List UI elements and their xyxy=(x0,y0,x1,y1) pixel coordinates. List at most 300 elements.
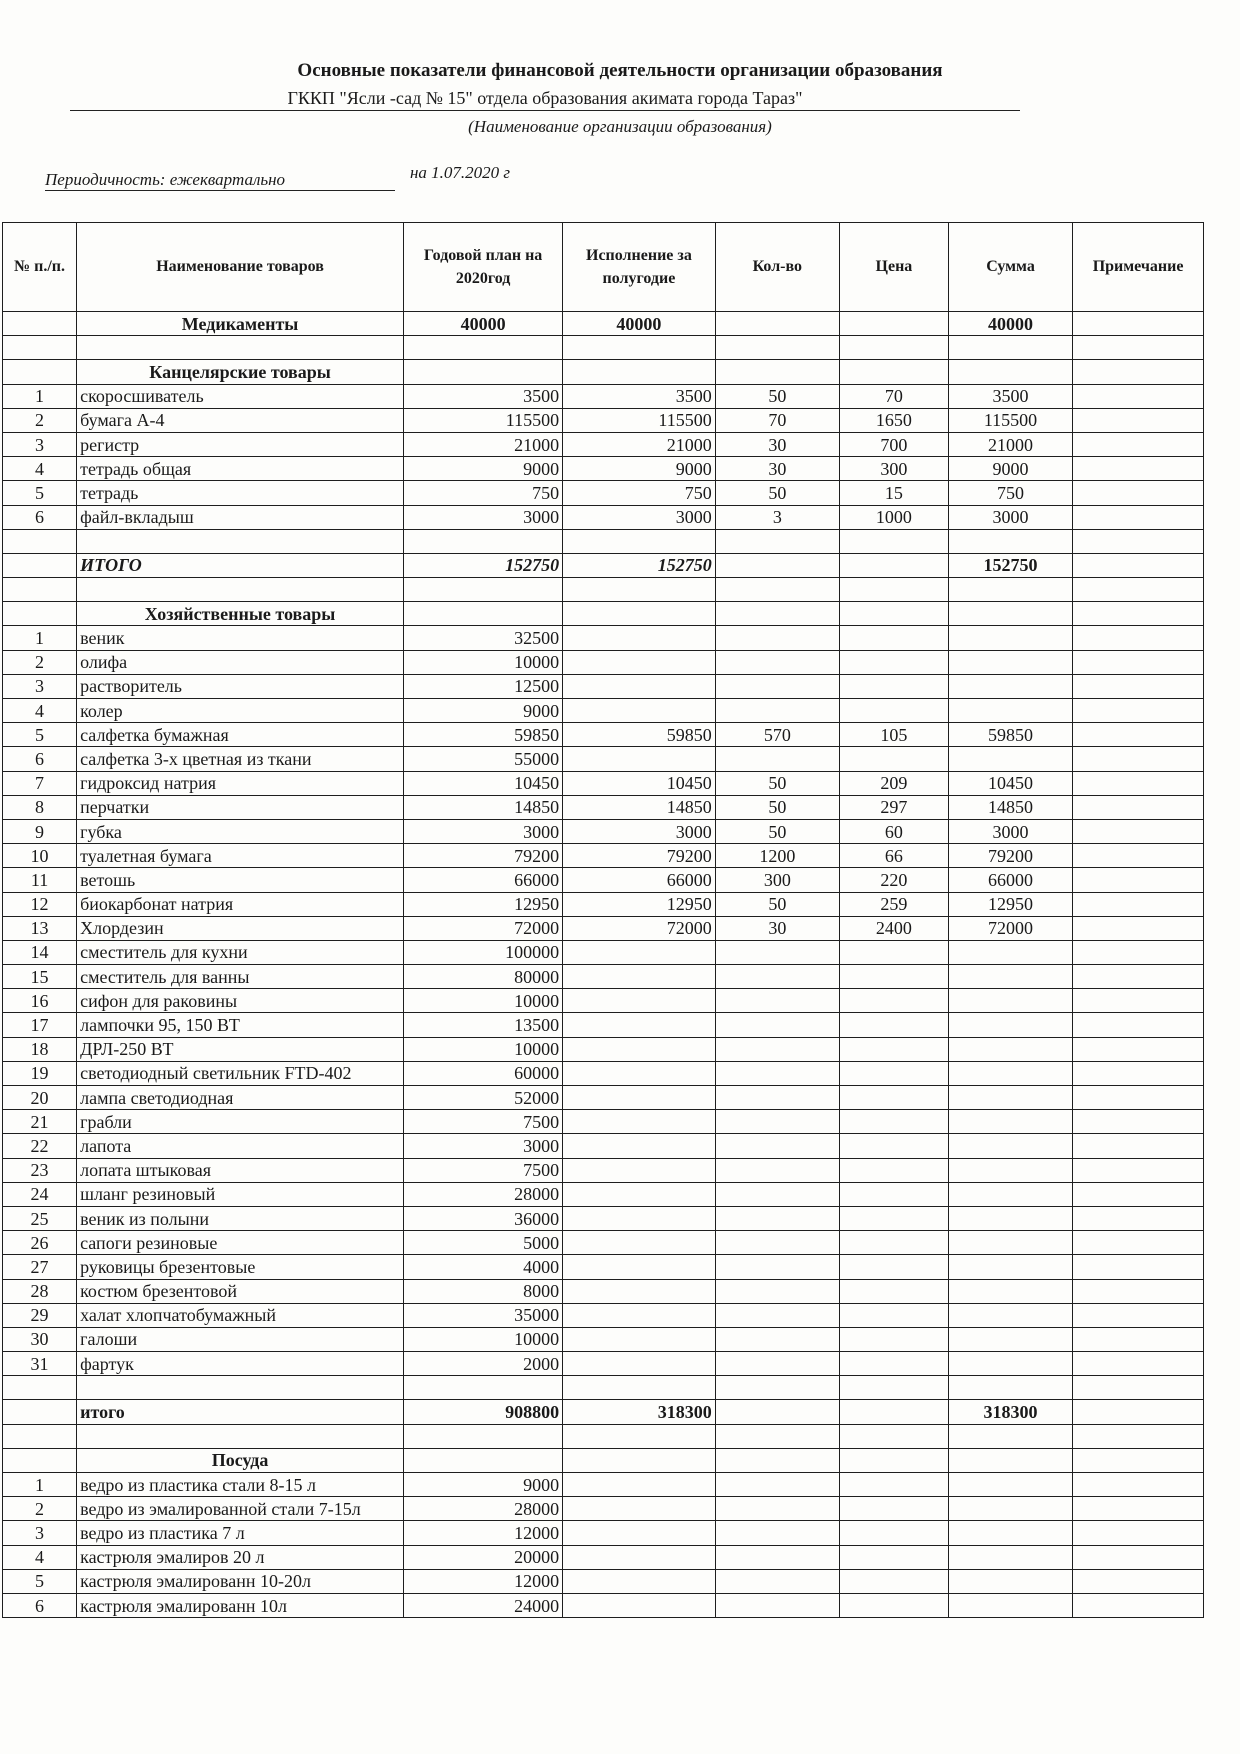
annual-plan: 7500 xyxy=(404,1110,563,1134)
quantity xyxy=(715,1037,839,1061)
annual-plan: 3500 xyxy=(404,384,563,408)
half-year-execution: 79200 xyxy=(563,844,716,868)
row-number: 14 xyxy=(3,940,77,964)
table-row xyxy=(3,989,1204,1013)
quantity xyxy=(715,1327,839,1351)
table-row xyxy=(3,1158,1204,1182)
table-row xyxy=(3,626,1204,650)
annual-plan: 9000 xyxy=(404,1473,563,1497)
price xyxy=(839,1545,948,1569)
section-title-row xyxy=(3,602,1204,626)
table-row xyxy=(3,1110,1204,1134)
item-name: сместитель для ванны xyxy=(77,965,404,989)
row-number: 11 xyxy=(3,868,77,892)
section-title: Хозяйственные товары xyxy=(77,602,404,626)
quantity xyxy=(715,1569,839,1593)
sum xyxy=(948,1037,1072,1061)
note xyxy=(1073,1521,1204,1545)
note xyxy=(1073,723,1204,747)
note xyxy=(1073,868,1204,892)
annual-plan: 10000 xyxy=(404,650,563,674)
empty-cell xyxy=(563,1448,716,1472)
item-name: фартук xyxy=(77,1352,404,1376)
table-row xyxy=(3,505,1204,529)
empty-cell xyxy=(563,529,716,553)
item-name: лопата штыковая xyxy=(77,1158,404,1182)
empty-cell xyxy=(3,529,77,553)
annual-plan: 7500 xyxy=(404,1158,563,1182)
item-name: губка xyxy=(77,819,404,843)
table-row xyxy=(3,771,1204,795)
sum: 115500 xyxy=(948,408,1072,432)
annual-plan: 5000 xyxy=(404,1231,563,1255)
half-year-execution: 12950 xyxy=(563,892,716,916)
total-sum: 318300 xyxy=(948,1400,1072,1424)
empty-row xyxy=(3,336,1204,360)
annual-plan: 10000 xyxy=(404,1327,563,1351)
empty-cell xyxy=(715,1400,839,1424)
total-plan: 152750 xyxy=(404,553,563,577)
item-name: сапоги резиновые xyxy=(77,1231,404,1255)
half-year-execution xyxy=(563,1473,716,1497)
price xyxy=(839,1593,948,1617)
price xyxy=(839,1352,948,1376)
price xyxy=(839,1279,948,1303)
price xyxy=(839,1521,948,1545)
empty-cell xyxy=(839,602,948,626)
column-header: Цена xyxy=(839,223,948,312)
table-row xyxy=(3,1352,1204,1376)
annual-plan: 36000 xyxy=(404,1206,563,1230)
empty-cell xyxy=(404,529,563,553)
table-row xyxy=(3,723,1204,747)
empty-cell xyxy=(839,1400,948,1424)
total-row xyxy=(3,1400,1204,1424)
annual-plan: 100000 xyxy=(404,940,563,964)
item-name: халат хлопчатобумажный xyxy=(77,1303,404,1327)
quantity xyxy=(715,674,839,698)
price: 1000 xyxy=(839,505,948,529)
annual-plan: 21000 xyxy=(404,432,563,456)
note xyxy=(1073,1158,1204,1182)
half-year-execution xyxy=(563,1327,716,1351)
row-number: 28 xyxy=(3,1279,77,1303)
quantity: 570 xyxy=(715,723,839,747)
half-year-execution xyxy=(563,989,716,1013)
section-title-row xyxy=(3,1448,1204,1472)
annual-plan: 79200 xyxy=(404,844,563,868)
quantity xyxy=(715,1231,839,1255)
quantity xyxy=(715,1303,839,1327)
empty-cell xyxy=(563,578,716,602)
row-number: 22 xyxy=(3,1134,77,1158)
note xyxy=(1073,1569,1204,1593)
note xyxy=(1073,505,1204,529)
sum xyxy=(948,1206,1072,1230)
price: 15 xyxy=(839,481,948,505)
quantity xyxy=(715,1473,839,1497)
row-number: 6 xyxy=(3,747,77,771)
note xyxy=(1073,674,1204,698)
quantity: 50 xyxy=(715,795,839,819)
quantity: 300 xyxy=(715,868,839,892)
row-number: 12 xyxy=(3,892,77,916)
empty-cell xyxy=(563,1424,716,1448)
annual-plan: 12950 xyxy=(404,892,563,916)
row-number: 3 xyxy=(3,432,77,456)
column-header: Сумма xyxy=(948,223,1072,312)
table-header-row xyxy=(3,223,1204,312)
row-number: 4 xyxy=(3,457,77,481)
total-label: ИТОГО xyxy=(77,553,404,577)
table-row xyxy=(3,457,1204,481)
column-header: № п./п. xyxy=(3,223,77,312)
quantity xyxy=(715,1013,839,1037)
half-year-execution: 14850 xyxy=(563,795,716,819)
medicaments-plan: 40000 xyxy=(404,312,563,336)
note xyxy=(1073,650,1204,674)
quantity xyxy=(715,699,839,723)
empty-cell xyxy=(715,553,839,577)
half-year-execution xyxy=(563,1134,716,1158)
sum xyxy=(948,965,1072,989)
table-row xyxy=(3,1569,1204,1593)
price xyxy=(839,1231,948,1255)
half-year-execution xyxy=(563,1497,716,1521)
price xyxy=(839,1255,948,1279)
empty-cell xyxy=(948,1448,1072,1472)
row-number: 5 xyxy=(3,1569,77,1593)
empty-cell xyxy=(839,578,948,602)
annual-plan: 2000 xyxy=(404,1352,563,1376)
half-year-execution xyxy=(563,1206,716,1230)
row-number: 2 xyxy=(3,650,77,674)
empty-cell xyxy=(404,1448,563,1472)
report-date: на 1.07.2020 г xyxy=(410,163,511,182)
empty-cell xyxy=(839,1448,948,1472)
empty-cell xyxy=(404,578,563,602)
annual-plan: 72000 xyxy=(404,916,563,940)
sum xyxy=(948,674,1072,698)
table-row xyxy=(3,1086,1204,1110)
annual-plan: 12000 xyxy=(404,1521,563,1545)
note xyxy=(1073,940,1204,964)
item-name: олифа xyxy=(77,650,404,674)
empty-cell xyxy=(1073,1400,1204,1424)
empty-cell xyxy=(3,1424,77,1448)
table-row xyxy=(3,1182,1204,1206)
note xyxy=(1073,626,1204,650)
note xyxy=(1073,1037,1204,1061)
note xyxy=(1073,699,1204,723)
empty-cell xyxy=(948,578,1072,602)
half-year-execution xyxy=(563,626,716,650)
item-name: сифон для раковины xyxy=(77,989,404,1013)
quantity: 30 xyxy=(715,457,839,481)
row-number: 8 xyxy=(3,795,77,819)
annual-plan: 3000 xyxy=(404,505,563,529)
empty-cell xyxy=(404,1376,563,1400)
sum: 9000 xyxy=(948,457,1072,481)
item-name: лампа светодиодная xyxy=(77,1086,404,1110)
annual-plan: 8000 xyxy=(404,1279,563,1303)
item-name: Хлордезин xyxy=(77,916,404,940)
row-number: 30 xyxy=(3,1327,77,1351)
price: 105 xyxy=(839,723,948,747)
row-number: 21 xyxy=(3,1110,77,1134)
row-number: 6 xyxy=(3,1593,77,1617)
price xyxy=(839,1473,948,1497)
empty-cell xyxy=(1073,360,1204,384)
price xyxy=(839,1013,948,1037)
row-number: 1 xyxy=(3,384,77,408)
quantity: 30 xyxy=(715,432,839,456)
empty-cell xyxy=(1073,602,1204,626)
half-year-execution xyxy=(563,650,716,674)
empty-cell xyxy=(715,1424,839,1448)
sum xyxy=(948,1158,1072,1182)
sum xyxy=(948,699,1072,723)
empty-cell xyxy=(563,1376,716,1400)
empty-row xyxy=(3,529,1204,553)
row-number: 5 xyxy=(3,723,77,747)
item-name: тетрадь общая xyxy=(77,457,404,481)
item-name: сместитель для кухни xyxy=(77,940,404,964)
note xyxy=(1073,1231,1204,1255)
quantity xyxy=(715,1593,839,1617)
quantity: 50 xyxy=(715,481,839,505)
quantity xyxy=(715,1182,839,1206)
sum xyxy=(948,626,1072,650)
table-body xyxy=(3,312,1204,1618)
half-year-execution xyxy=(563,1158,716,1182)
annual-plan: 3000 xyxy=(404,819,563,843)
sum xyxy=(948,1182,1072,1206)
empty-cell xyxy=(715,1448,839,1472)
quantity: 30 xyxy=(715,916,839,940)
row-number: 4 xyxy=(3,699,77,723)
half-year-execution xyxy=(563,1255,716,1279)
empty-row xyxy=(3,1376,1204,1400)
table-row xyxy=(3,1206,1204,1230)
sum xyxy=(948,1327,1072,1351)
note xyxy=(1073,384,1204,408)
medicaments-execution: 40000 xyxy=(563,312,716,336)
item-name: галоши xyxy=(77,1327,404,1351)
row-number: 16 xyxy=(3,989,77,1013)
table-row xyxy=(3,432,1204,456)
item-name: ДРЛ-250 ВТ xyxy=(77,1037,404,1061)
empty-cell xyxy=(3,1400,77,1424)
quantity xyxy=(715,1352,839,1376)
table-row xyxy=(3,481,1204,505)
annual-plan: 55000 xyxy=(404,747,563,771)
price xyxy=(839,1497,948,1521)
price xyxy=(839,626,948,650)
empty-cell xyxy=(948,1376,1072,1400)
item-name: салфетка бумажная xyxy=(77,723,404,747)
sum: 66000 xyxy=(948,868,1072,892)
half-year-execution: 66000 xyxy=(563,868,716,892)
item-name: регистр xyxy=(77,432,404,456)
sum: 10450 xyxy=(948,771,1072,795)
financial-table xyxy=(2,222,1204,1618)
row-number: 5 xyxy=(3,481,77,505)
item-name: руковицы брезентовые xyxy=(77,1255,404,1279)
quantity: 50 xyxy=(715,384,839,408)
empty-row xyxy=(3,578,1204,602)
note xyxy=(1073,432,1204,456)
table-row xyxy=(3,650,1204,674)
table-row xyxy=(3,965,1204,989)
empty-cell xyxy=(839,1376,948,1400)
quantity xyxy=(715,1110,839,1134)
annual-plan: 28000 xyxy=(404,1497,563,1521)
table-row xyxy=(3,747,1204,771)
empty-cell xyxy=(948,529,1072,553)
note xyxy=(1073,481,1204,505)
price xyxy=(839,1086,948,1110)
half-year-execution xyxy=(563,1061,716,1085)
item-name: кастрюля эмалированн 10-20л xyxy=(77,1569,404,1593)
note xyxy=(1073,747,1204,771)
periodicity-label: Периодичность: ежеквартально xyxy=(45,170,395,191)
price xyxy=(839,1158,948,1182)
table-row xyxy=(3,1521,1204,1545)
annual-plan: 13500 xyxy=(404,1013,563,1037)
annual-plan: 32500 xyxy=(404,626,563,650)
item-name: ведро из пластика 7 л xyxy=(77,1521,404,1545)
item-name: лапота xyxy=(77,1134,404,1158)
note xyxy=(1073,819,1204,843)
half-year-execution xyxy=(563,1521,716,1545)
item-name: ветошь xyxy=(77,868,404,892)
empty-cell xyxy=(3,602,77,626)
item-name: лампочки 95, 150 ВТ xyxy=(77,1013,404,1037)
medicaments-row xyxy=(3,312,1204,336)
sum: 750 xyxy=(948,481,1072,505)
quantity xyxy=(715,650,839,674)
price xyxy=(839,1110,948,1134)
table-row xyxy=(3,819,1204,843)
sum xyxy=(948,1110,1072,1134)
empty-cell xyxy=(1073,553,1204,577)
sum: 72000 xyxy=(948,916,1072,940)
note xyxy=(1073,1545,1204,1569)
item-name: перчатки xyxy=(77,795,404,819)
note xyxy=(1073,795,1204,819)
item-name: салфетка 3-х цветная из ткани xyxy=(77,747,404,771)
sum: 12950 xyxy=(948,892,1072,916)
half-year-execution: 10450 xyxy=(563,771,716,795)
row-number: 10 xyxy=(3,844,77,868)
sum xyxy=(948,1255,1072,1279)
note xyxy=(1073,965,1204,989)
table-row xyxy=(3,795,1204,819)
table-row xyxy=(3,699,1204,723)
half-year-execution xyxy=(563,1086,716,1110)
note xyxy=(1073,1061,1204,1085)
sum: 3000 xyxy=(948,819,1072,843)
table-row xyxy=(3,1013,1204,1037)
annual-plan: 59850 xyxy=(404,723,563,747)
empty-cell xyxy=(3,553,77,577)
total-execution: 318300 xyxy=(563,1400,716,1424)
annual-plan: 52000 xyxy=(404,1086,563,1110)
section-title: Канцелярские товары xyxy=(77,360,404,384)
price: 2400 xyxy=(839,916,948,940)
quantity xyxy=(715,940,839,964)
half-year-execution xyxy=(563,1110,716,1134)
sum xyxy=(948,940,1072,964)
total-row xyxy=(3,553,1204,577)
half-year-execution xyxy=(563,747,716,771)
empty-cell xyxy=(839,529,948,553)
item-name: туалетная бумага xyxy=(77,844,404,868)
sum xyxy=(948,650,1072,674)
annual-plan: 35000 xyxy=(404,1303,563,1327)
item-name: веник xyxy=(77,626,404,650)
half-year-execution xyxy=(563,699,716,723)
table-row xyxy=(3,1231,1204,1255)
empty-cell xyxy=(1073,1376,1204,1400)
section-title: Посуда xyxy=(77,1448,404,1472)
table-row xyxy=(3,1037,1204,1061)
annual-plan: 14850 xyxy=(404,795,563,819)
empty-cell xyxy=(3,1376,77,1400)
table-row xyxy=(3,1473,1204,1497)
empty-cell xyxy=(715,578,839,602)
total-label: итого xyxy=(77,1400,404,1424)
sum: 3500 xyxy=(948,384,1072,408)
half-year-execution: 59850 xyxy=(563,723,716,747)
item-name: биокарбонат натрия xyxy=(77,892,404,916)
column-header: Наименование товаров xyxy=(77,223,404,312)
half-year-execution: 9000 xyxy=(563,457,716,481)
price: 297 xyxy=(839,795,948,819)
annual-plan: 3000 xyxy=(404,1134,563,1158)
note xyxy=(1073,892,1204,916)
sum xyxy=(948,1303,1072,1327)
half-year-execution: 750 xyxy=(563,481,716,505)
quantity xyxy=(715,1545,839,1569)
price xyxy=(839,674,948,698)
empty-cell xyxy=(3,1448,77,1472)
empty-cell xyxy=(77,1424,404,1448)
empty-cell xyxy=(1073,529,1204,553)
quantity xyxy=(715,1497,839,1521)
row-number: 3 xyxy=(3,1521,77,1545)
table-row xyxy=(3,1545,1204,1569)
empty-cell xyxy=(839,553,948,577)
row-number: 15 xyxy=(3,965,77,989)
quantity: 70 xyxy=(715,408,839,432)
item-name: тетрадь xyxy=(77,481,404,505)
table-row xyxy=(3,674,1204,698)
note xyxy=(1073,989,1204,1013)
price xyxy=(839,1037,948,1061)
half-year-execution xyxy=(563,1231,716,1255)
price xyxy=(839,650,948,674)
half-year-execution: 3000 xyxy=(563,505,716,529)
quantity: 50 xyxy=(715,819,839,843)
table-row xyxy=(3,916,1204,940)
quantity: 50 xyxy=(715,771,839,795)
price xyxy=(839,1061,948,1085)
half-year-execution: 21000 xyxy=(563,432,716,456)
annual-plan: 750 xyxy=(404,481,563,505)
total-sum: 152750 xyxy=(948,553,1072,577)
